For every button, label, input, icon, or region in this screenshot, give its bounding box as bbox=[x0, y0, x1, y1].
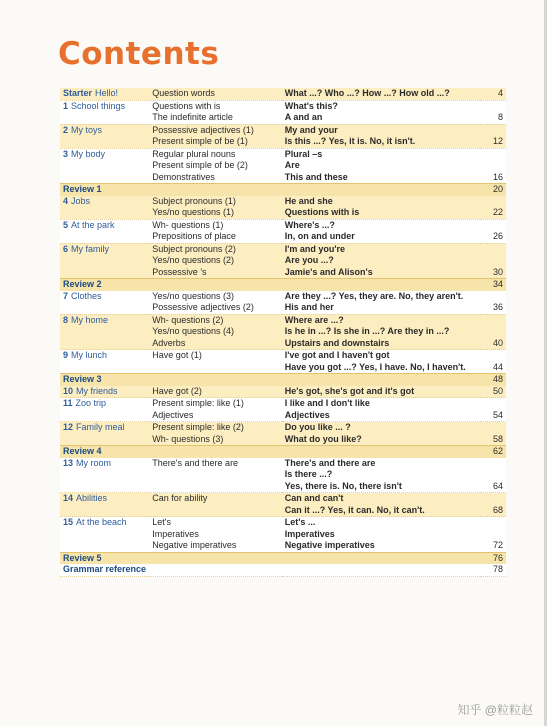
language-item: I like and I don't like bbox=[284, 398, 370, 408]
language-item: Let's ... bbox=[284, 517, 316, 527]
page-number: 62 bbox=[480, 446, 506, 458]
language-item: Where are ...? bbox=[284, 314, 344, 325]
language-item: Are you ...? bbox=[284, 255, 334, 265]
language-cell bbox=[282, 422, 481, 446]
page-number: 54 bbox=[480, 398, 506, 422]
grammar-cell bbox=[149, 493, 281, 517]
unit-row bbox=[60, 517, 506, 553]
grammar-item: Possessive adjectives (1) bbox=[152, 124, 254, 135]
unit-cell bbox=[60, 350, 149, 374]
grammar-item: Have got (2) bbox=[152, 385, 202, 396]
page-number: 20 bbox=[480, 184, 506, 196]
language-item: He and she bbox=[284, 195, 333, 206]
review-row bbox=[60, 552, 506, 564]
review-label: Review 2 bbox=[60, 279, 480, 291]
language-item: Imperatives bbox=[284, 528, 335, 539]
page-number: 48 bbox=[480, 374, 506, 386]
unit-cell bbox=[60, 243, 149, 279]
unit-cell bbox=[60, 314, 149, 350]
unit-number: 12 bbox=[63, 422, 74, 432]
grammar-item: Yes/no questions (4) bbox=[152, 326, 235, 336]
grammar-cell bbox=[149, 517, 281, 553]
grammar-reference-row bbox=[60, 564, 506, 576]
grammar-cell bbox=[149, 100, 281, 124]
language-item: Is this ...? Yes, it is. No, it isn't. bbox=[284, 136, 416, 146]
grammar-cell bbox=[149, 124, 281, 148]
language-item: In, on and under bbox=[284, 231, 355, 241]
unit-row bbox=[60, 219, 506, 243]
language-item: Upstairs and downstairs bbox=[284, 337, 390, 348]
unit-row bbox=[60, 386, 506, 398]
unit-row bbox=[60, 422, 506, 446]
watermark-text: 知乎 @粒粒赵 bbox=[457, 703, 533, 717]
grammar-item: Question words bbox=[152, 88, 215, 98]
unit-title: Jobs bbox=[71, 195, 91, 206]
unit-number: 5 bbox=[63, 219, 69, 230]
page-number: 8 bbox=[480, 100, 506, 124]
unit-number: 4 bbox=[63, 195, 69, 206]
review-label: Review 4 bbox=[60, 446, 480, 458]
grammar-item: Wh- questions (1) bbox=[152, 219, 224, 230]
unit-row bbox=[60, 493, 506, 517]
language-item: This and these bbox=[284, 171, 348, 182]
review-row bbox=[60, 374, 506, 386]
unit-row bbox=[60, 243, 506, 279]
language-item: My and your bbox=[284, 124, 338, 135]
unit-title: At the park bbox=[71, 219, 115, 230]
grammar-item: Subject pronouns (1) bbox=[152, 195, 236, 206]
unit-number: 3 bbox=[63, 148, 69, 159]
grammar-cell bbox=[149, 350, 281, 374]
language-item: What's this? bbox=[284, 100, 338, 111]
language-cell bbox=[282, 314, 481, 350]
grammar-item: Possessive adjectives (2) bbox=[152, 302, 254, 312]
grammar-item: Adverbs bbox=[152, 337, 186, 348]
page-number: 22 bbox=[480, 196, 506, 220]
unit-row bbox=[60, 196, 506, 220]
language-cell bbox=[282, 398, 481, 422]
unit-title: At the beach bbox=[76, 517, 127, 527]
grammar-item: Present simple of be (1) bbox=[152, 136, 248, 146]
language-item: Is there ...? bbox=[284, 469, 333, 479]
language-item: I've got and I haven't got bbox=[284, 350, 390, 360]
language-cell bbox=[282, 100, 481, 124]
page-number: 40 bbox=[480, 314, 506, 350]
unit-number: 13 bbox=[63, 457, 74, 468]
unit-cell bbox=[60, 493, 149, 517]
grammar-item: Yes/no questions (3) bbox=[152, 290, 235, 301]
grammar-item: Present simple: like (1) bbox=[152, 398, 244, 408]
unit-row bbox=[60, 88, 506, 100]
review-label: Grammar reference bbox=[60, 564, 480, 576]
language-item: What ...? Who ...? How ...? How old ...? bbox=[284, 88, 450, 98]
contents-table bbox=[60, 88, 506, 577]
unit-title: My toys bbox=[71, 124, 103, 135]
unit-cell bbox=[60, 517, 149, 553]
page-number: 72 bbox=[480, 517, 506, 553]
grammar-item: Prepositions of place bbox=[152, 231, 236, 241]
grammar-item: Yes/no questions (2) bbox=[152, 255, 235, 265]
language-item: Plural –s bbox=[284, 148, 323, 159]
grammar-item: Wh- questions (2) bbox=[152, 314, 224, 325]
grammar-item: Have got (1) bbox=[152, 350, 202, 360]
unit-title: My room bbox=[76, 457, 112, 468]
unit-cell bbox=[60, 422, 149, 446]
unit-number: 1 bbox=[63, 100, 69, 111]
unit-title: Abilities bbox=[76, 493, 108, 503]
page-number: 30 bbox=[480, 243, 506, 279]
grammar-item: Wh- questions (3) bbox=[152, 433, 224, 444]
language-cell bbox=[282, 291, 481, 315]
grammar-item: Regular plural nouns bbox=[152, 148, 236, 159]
language-item: What do you like? bbox=[284, 433, 362, 444]
unit-title: My home bbox=[71, 314, 109, 325]
page-number: 36 bbox=[480, 291, 506, 315]
grammar-item: Imperatives bbox=[152, 528, 199, 539]
grammar-item: Possessive 's bbox=[152, 266, 207, 277]
unit-row bbox=[60, 148, 506, 184]
unit-row bbox=[60, 291, 506, 315]
unit-row bbox=[60, 314, 506, 350]
unit-title: Clothes bbox=[71, 290, 102, 301]
review-label: Review 1 bbox=[60, 184, 480, 196]
language-cell bbox=[282, 493, 481, 517]
page-number: 44 bbox=[480, 350, 506, 374]
unit-number: 6 bbox=[63, 243, 69, 254]
grammar-cell bbox=[149, 219, 281, 243]
unit-number: 9 bbox=[63, 350, 69, 360]
review-label: Review 5 bbox=[60, 552, 480, 564]
unit-cell bbox=[60, 291, 149, 315]
language-cell bbox=[282, 124, 481, 148]
unit-row bbox=[60, 124, 506, 148]
unit-number: 11 bbox=[63, 398, 73, 408]
language-item: Negative imperatives bbox=[284, 540, 375, 550]
page-number: 16 bbox=[480, 148, 506, 184]
grammar-item: Present simple: like (2) bbox=[152, 422, 244, 432]
unit-row bbox=[60, 398, 506, 422]
unit-number: 8 bbox=[63, 314, 69, 325]
language-item: Do you like ... ? bbox=[284, 422, 351, 432]
language-cell bbox=[282, 148, 481, 184]
grammar-item: Adjectives bbox=[152, 409, 194, 420]
language-cell bbox=[282, 243, 481, 279]
language-cell bbox=[282, 219, 481, 243]
unit-cell bbox=[60, 219, 149, 243]
unit-cell bbox=[60, 148, 149, 184]
language-item: Adjectives bbox=[284, 409, 330, 420]
unit-number: 14 bbox=[63, 493, 74, 503]
grammar-cell bbox=[149, 148, 281, 184]
grammar-cell bbox=[149, 314, 281, 350]
grammar-item: Demonstratives bbox=[152, 171, 215, 182]
language-item: Are bbox=[284, 160, 300, 170]
page-number: 58 bbox=[480, 422, 506, 446]
unit-cell bbox=[60, 196, 149, 220]
language-item: Can it ...? Yes, it can. No, it can't. bbox=[284, 504, 425, 515]
unit-title: My family bbox=[71, 243, 110, 254]
language-item: Yes, there is. No, there isn't bbox=[284, 480, 402, 491]
unit-number: 10 bbox=[63, 385, 74, 396]
language-item: Can and can't bbox=[284, 493, 344, 503]
page-number: 78 bbox=[480, 564, 506, 576]
grammar-cell bbox=[149, 398, 281, 422]
language-cell bbox=[282, 517, 481, 553]
page-number: 76 bbox=[480, 552, 506, 564]
language-item: Where's ...? bbox=[284, 219, 335, 230]
language-item: Have you got ...? Yes, I have. No, I haven't. bbox=[284, 361, 466, 372]
unit-number: 15 bbox=[63, 517, 74, 527]
unit-title: Zoo trip bbox=[75, 398, 107, 408]
grammar-item: Let's bbox=[152, 517, 172, 527]
unit-title: Family meal bbox=[76, 422, 125, 432]
unit-number: Starter bbox=[63, 88, 93, 98]
grammar-item: Yes/no questions (1) bbox=[152, 207, 235, 217]
grammar-cell bbox=[149, 243, 281, 279]
unit-cell bbox=[60, 88, 149, 100]
page-number: 26 bbox=[480, 219, 506, 243]
page-number: 64 bbox=[480, 458, 506, 493]
page-title: Contents bbox=[58, 36, 220, 72]
grammar-cell bbox=[149, 386, 281, 398]
grammar-item: Present simple of be (2) bbox=[152, 160, 248, 170]
unit-row bbox=[60, 350, 506, 374]
unit-row bbox=[60, 458, 506, 493]
page-number: 68 bbox=[480, 493, 506, 517]
unit-cell bbox=[60, 100, 149, 124]
grammar-item: Negative imperatives bbox=[152, 540, 237, 550]
language-item: There's and there are bbox=[284, 457, 376, 468]
grammar-cell bbox=[149, 196, 281, 220]
language-item: Questions with is bbox=[284, 207, 360, 217]
language-cell bbox=[282, 350, 481, 374]
language-item: His and her bbox=[284, 302, 334, 312]
language-cell bbox=[282, 196, 481, 220]
unit-cell bbox=[60, 458, 149, 493]
grammar-item: Questions with is bbox=[152, 100, 221, 111]
unit-title: My lunch bbox=[71, 350, 108, 360]
language-item: Is he in ...? Is she in ...? Are they in ...? bbox=[284, 326, 450, 336]
language-item: He's got, she's got and it's got bbox=[284, 385, 415, 396]
grammar-cell bbox=[149, 291, 281, 315]
grammar-cell bbox=[149, 458, 281, 493]
grammar-item: There's and there are bbox=[152, 457, 239, 468]
unit-number: 7 bbox=[63, 290, 69, 301]
review-row bbox=[60, 184, 506, 196]
language-cell bbox=[282, 88, 481, 100]
language-item: A and an bbox=[284, 112, 323, 122]
unit-title: Hello! bbox=[95, 88, 119, 98]
unit-number: 2 bbox=[63, 124, 69, 135]
unit-row bbox=[60, 100, 506, 124]
grammar-item: Can for ability bbox=[152, 493, 208, 503]
language-cell bbox=[282, 386, 481, 398]
review-row bbox=[60, 446, 506, 458]
page-number: 34 bbox=[480, 279, 506, 291]
page-number: 4 bbox=[480, 88, 506, 100]
language-item: I'm and you're bbox=[284, 243, 346, 254]
page-number: 12 bbox=[480, 124, 506, 148]
unit-title: School things bbox=[71, 100, 126, 111]
language-item: Jamie's and Alison's bbox=[284, 266, 373, 277]
review-row bbox=[60, 279, 506, 291]
unit-title: My body bbox=[71, 148, 106, 159]
unit-cell bbox=[60, 398, 149, 422]
language-cell bbox=[282, 458, 481, 493]
unit-cell bbox=[60, 124, 149, 148]
page-number: 50 bbox=[480, 386, 506, 398]
grammar-item: Subject pronouns (2) bbox=[152, 243, 236, 254]
review-label: Review 3 bbox=[60, 374, 480, 386]
language-item: Are they ...? Yes, they are. No, they aren't. bbox=[284, 290, 464, 301]
unit-title: My friends bbox=[76, 385, 118, 396]
grammar-item: The indefinite article bbox=[152, 112, 233, 122]
grammar-cell bbox=[149, 88, 281, 100]
unit-cell bbox=[60, 386, 149, 398]
grammar-cell bbox=[149, 422, 281, 446]
